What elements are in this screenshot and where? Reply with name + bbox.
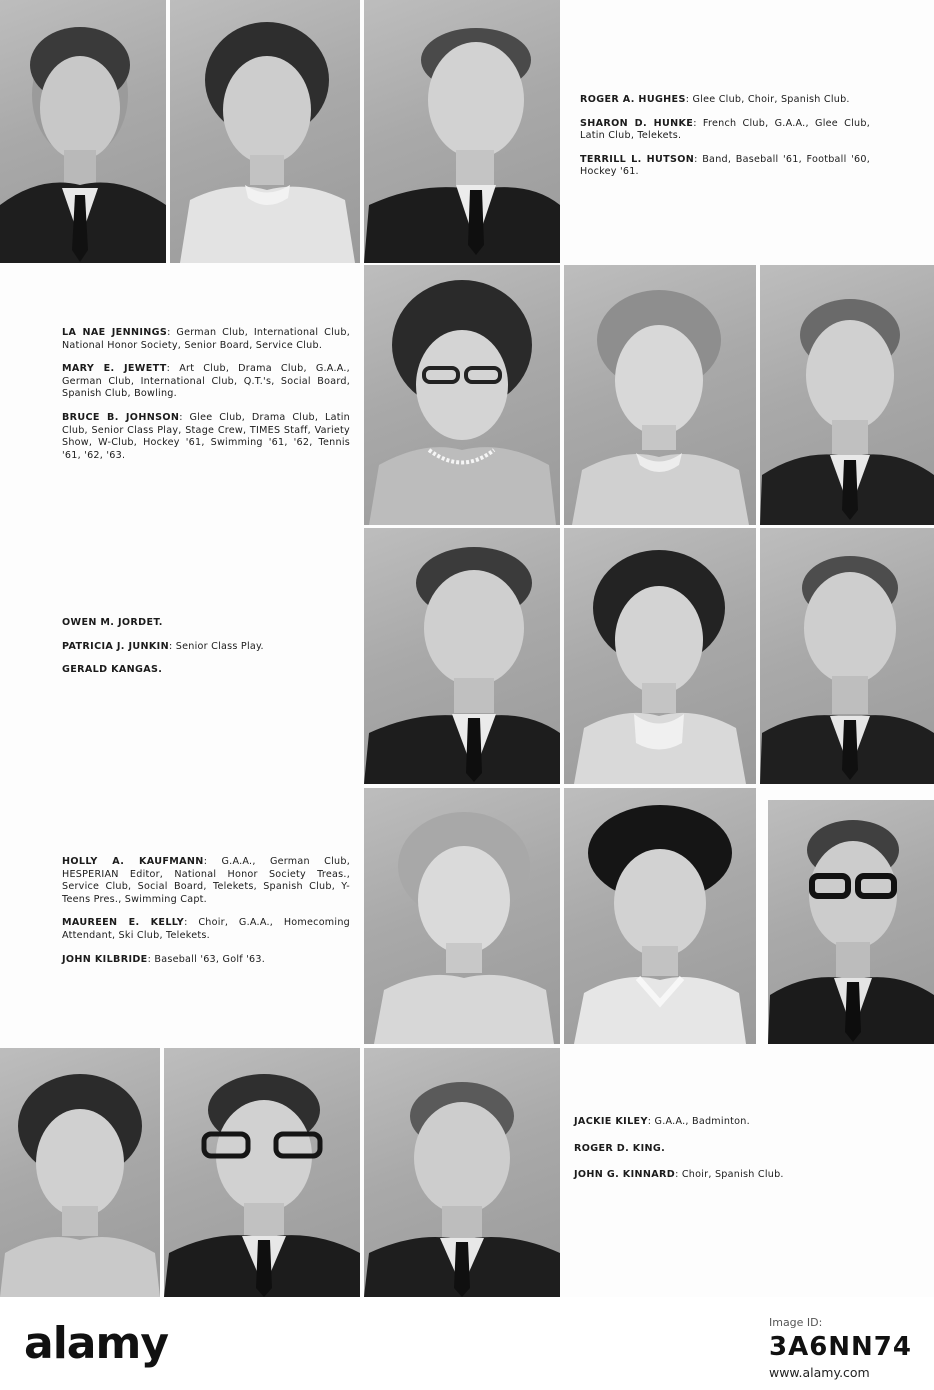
student-entry	[574, 1169, 874, 1182]
student-activities: : French Club, G.A.A., Glee Club, Latin Club, Telekets.	[580, 117, 870, 142]
image-credit	[769, 1313, 912, 1382]
portrait-photo-john-kinnard	[364, 1048, 560, 1297]
student-name: JOHN G. KINNARD	[574, 1169, 676, 1181]
student-activities: : Band, Baseball '61, Football '60, Hockey '61.	[580, 153, 871, 178]
student-activities: : Baseball '63, Golf '63.	[147, 953, 266, 965]
student-activities: : Glee Club, Choir, Spanish Club.	[685, 94, 850, 105]
student-name: JOHN KILBRIDE	[62, 953, 148, 965]
site-url: www.alamy.com	[768, 1365, 870, 1380]
student-entry	[62, 363, 350, 401]
student-entry	[62, 617, 350, 630]
portrait-photo-holly-kaufmann	[364, 788, 560, 1044]
student-name: PATRICIA J. JUNKIN	[62, 640, 169, 652]
portrait-photo-sharon-hunke	[170, 0, 360, 263]
portrait-photo-john-kilbride	[768, 800, 934, 1044]
student-entry	[62, 856, 350, 906]
student-entry	[574, 1116, 874, 1129]
student-name: LA NAE JENNINGS	[62, 327, 168, 338]
caption-block-4	[62, 856, 350, 977]
student-entry	[62, 954, 350, 967]
portrait-photo-mary-jewett	[564, 265, 756, 525]
student-activities: : G.A.A., Badminton.	[647, 1116, 750, 1127]
portrait-photo-terrill-hutson	[364, 0, 560, 263]
student-activities: : G.A.A., German Club, HESPERIAN Editor, National Honor Society Treas., Service Club, Social Board, Telekets, Spanish Club, Y-Teens Pres., Swimming Capt.	[62, 856, 350, 905]
portrait-photo-gerald-kangas	[760, 528, 934, 784]
student-name: TERRILL L. HUTSON	[580, 153, 695, 165]
student-entry	[62, 327, 350, 352]
student-name: MARY E. JEWETT	[62, 363, 167, 375]
student-entry	[62, 412, 350, 462]
student-entry	[62, 641, 350, 654]
caption-block-5	[574, 1116, 874, 1193]
student-name: GERALD KANGAS.	[62, 664, 163, 676]
portrait-photo-owen-jordet	[364, 528, 560, 784]
student-activities: : Choir, G.A.A., Homecoming Attendant, Ski Club, Telekets.	[62, 917, 350, 941]
student-name: SHARON D. HUNKE	[580, 117, 694, 129]
student-entry	[62, 917, 350, 942]
caption-block-2	[62, 327, 350, 473]
portrait-photo-roger-king	[164, 1048, 360, 1297]
student-name: OWEN M. JORDET.	[62, 617, 163, 628]
student-entry	[580, 94, 870, 107]
portrait-photo-maureen-kelly	[564, 788, 756, 1044]
student-entry	[62, 664, 350, 677]
portrait-photo-la-nae-jennings	[364, 265, 560, 525]
student-name: JACKIE KILEY	[574, 1116, 648, 1127]
student-activities: : Senior Class Play.	[168, 640, 264, 652]
portrait-photo-jackie-kiley	[0, 1048, 160, 1297]
student-activities: : Choir, Spanish Club.	[675, 1169, 784, 1181]
student-entry	[580, 154, 870, 179]
student-name: ROGER D. KING.	[574, 1142, 666, 1154]
student-entry	[580, 118, 870, 143]
portrait-photo-roger-hughes	[0, 0, 166, 263]
logo-text: alamy	[24, 1318, 168, 1369]
caption-block-1	[580, 94, 870, 190]
student-name: HOLLY A. KAUFMANN	[62, 856, 204, 867]
image-id: 3A6NN74	[768, 1332, 912, 1362]
student-activities: : Art Club, Drama Club, G.A.A., German Club, International Club, Q.T.'s, Social Board, Spanish Club, Bowling.	[62, 363, 350, 400]
student-activities: : German Club, International Club, National Honor Society, Senior Board, Service Club.	[62, 327, 350, 351]
portrait-photo-bruce-johnson	[760, 265, 934, 525]
image-id-label: Image ID:	[768, 1316, 823, 1329]
student-name: MAUREEN E. KELLY	[62, 917, 185, 929]
student-activities: : Glee Club, Drama Club, Latin Club, Senior Class Play, Stage Crew, TIMES Staff, Variety Show, W-Club, Hockey '61, Swimming '61, '62, Tennis '61, '62, '63.	[62, 411, 350, 461]
student-name: BRUCE B. JOHNSON	[62, 411, 180, 423]
student-entry	[574, 1143, 874, 1156]
alamy-logo	[24, 1318, 168, 1369]
caption-block-3	[62, 617, 350, 688]
student-name: ROGER A. HUGHES	[580, 94, 686, 105]
portrait-photo-patricia-junkin	[564, 528, 756, 784]
